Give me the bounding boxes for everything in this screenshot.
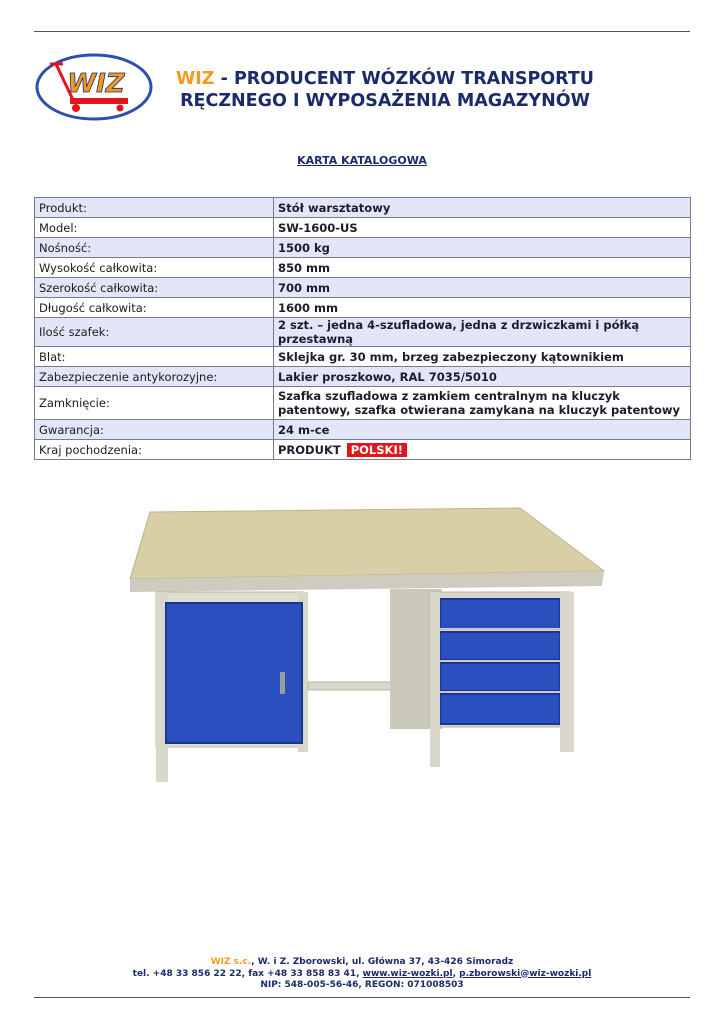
spec-row-warranty (35, 420, 691, 440)
spec-value: 700 mm (274, 278, 691, 298)
origin-text: PRODUKT (278, 442, 341, 457)
spec-row-height (35, 258, 691, 278)
drawer-3 (440, 663, 560, 691)
workbench-photo (120, 495, 610, 795)
spec-row-length (35, 298, 691, 318)
spec-row-cabinets (35, 318, 691, 347)
origin-badge: POLSKI! (347, 443, 407, 457)
spec-value: Stół warsztatowy (274, 198, 691, 218)
spec-value: 2 szt. – jedna 4-szufladowa, jedna z drzwiczkami i półką przestawną (274, 318, 691, 347)
footer-website-link[interactable]: www.wiz-wozki.pl (362, 968, 453, 979)
footer-email-link[interactable]: p.zborowski@wiz-wozki.pl (459, 968, 592, 979)
spec-label: Długość całkowita: (35, 298, 274, 318)
spec-value: Szafka szufladowa z zamkiem centralnym na kluczyk patentowy, szafka otwierana zamykana na kluczyk patentowy (274, 387, 691, 420)
headline-line2: RĘCZNEGO I WYPOSAŻENIA MAGAZYNÓW (180, 91, 590, 111)
spec-value: SW-1600-US (274, 218, 691, 238)
spec-value: 1600 mm (274, 298, 691, 318)
footer: WIZ s.c., W. i Z. Zborowski, ul. Główna 37, 43-426 Simoradz tel. +48 33 856 22 22, fax +48 33 858 83 41, www.wiz-wozki.pl, p.zborowski@wiz-wozki.pl NIP: 548-005-56-46, REGON: 071008503 (0, 957, 724, 992)
logo-text: WIZ (67, 69, 125, 99)
spec-label: Kraj pochodzenia: (35, 440, 274, 460)
spec-value: Sklejka gr. 30 mm, brzeg zabezpieczony kątownikiem (274, 347, 691, 367)
drawer-2 (440, 632, 560, 660)
spec-row-lock (35, 387, 691, 420)
spec-label: Nośność: (35, 238, 274, 258)
spec-table (34, 197, 691, 460)
drawer-1 (440, 599, 560, 629)
spec-label: Ilość szafek: (35, 318, 274, 347)
footer-phone: tel. +48 33 856 22 22, fax +48 33 858 83 41, (132, 968, 363, 979)
spec-value: 850 mm (274, 258, 691, 278)
document-title: KARTA KATALOGOWA (297, 154, 427, 167)
spec-value: 1500 kg (274, 238, 691, 258)
spec-row-model (35, 218, 691, 238)
spec-row-width (35, 278, 691, 298)
spec-row-top (35, 347, 691, 367)
spec-value: 24 m-ce (274, 420, 691, 440)
spec-label: Model: (35, 218, 274, 238)
spec-row-origin (35, 440, 691, 460)
footer-tax-ids: NIP: 548-005-56-46, REGON: 071008503 (260, 980, 464, 990)
footer-brand: WIZ s.c. (210, 957, 252, 967)
spec-label: Zamknięcie: (35, 387, 274, 420)
spec-row-product (35, 198, 691, 218)
spec-label: Produkt: (35, 198, 274, 218)
door-lock-icon (280, 672, 285, 694)
spec-label: Zabezpieczenie antykorozyjne: (35, 367, 274, 387)
spec-row-coating (35, 367, 691, 387)
page-headline (165, 68, 605, 112)
footer-address: , W. i Z. Zborowski, ul. Główna 37, 43-426 Simoradz (251, 957, 514, 967)
spec-label: Gwarancja: (35, 420, 274, 440)
top-rule (34, 31, 690, 32)
spec-label: Szerokość całkowita: (35, 278, 274, 298)
spec-value (274, 440, 691, 460)
spec-label: Wysokość całkowita: (35, 258, 274, 278)
headline-line1: - PRODUCENT WÓZKÓW TRANSPORTU (214, 69, 594, 89)
wiz-logo (34, 52, 154, 122)
headline-brand: WIZ (175, 69, 215, 89)
spec-label: Blat: (35, 347, 274, 367)
drawer-4 (440, 694, 560, 724)
spec-row-capacity (35, 238, 691, 258)
spec-value: Lakier proszkowo, RAL 7035/5010 (274, 367, 691, 387)
bottom-rule (34, 997, 690, 998)
